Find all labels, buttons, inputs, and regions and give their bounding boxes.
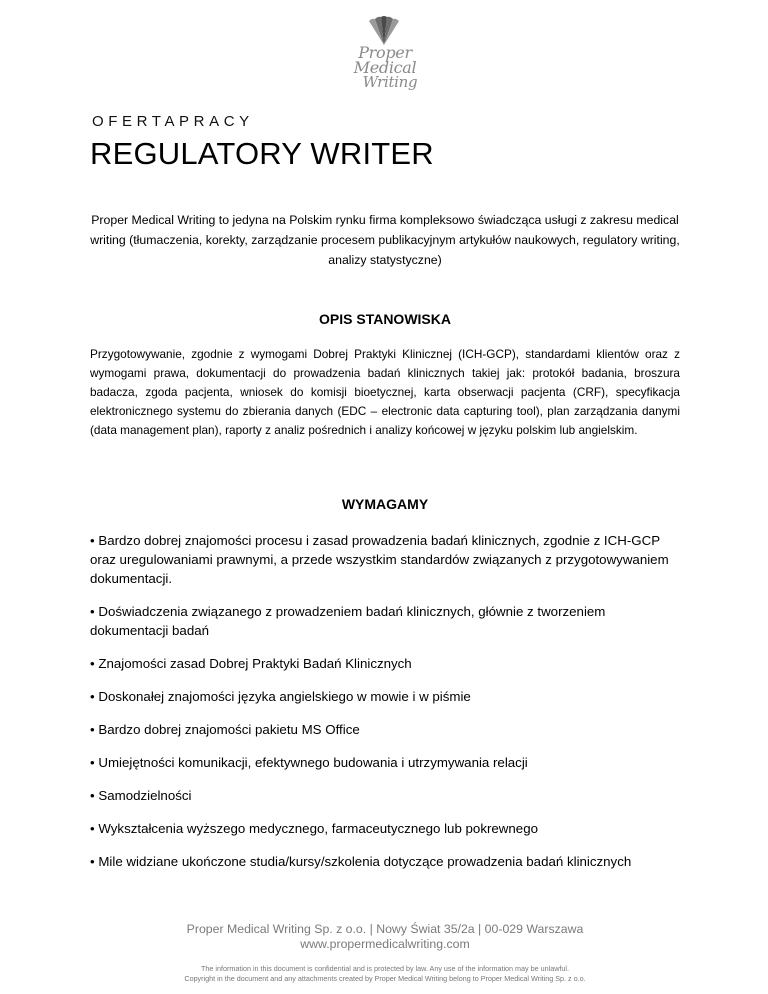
requirement-item: • Bardzo dobrej znajomości pakietu MS Office (90, 722, 360, 737)
company-logo (326, 12, 444, 91)
requirement-item: • Bardzo dobrej znajomości procesu i zasad prowadzenia badań klinicznych, zgodnie z ICH-GCP oraz uregulowaniami prawnymi, a przede wszystkim standardów związanych z przygotowywaniem dokumentacji. (90, 533, 669, 586)
footer-legal-note (90, 964, 680, 984)
footer-address: Proper Medical Writing Sp. z o.o. | Nowy Świat 35/2a | 00-029 Warszawa (186, 922, 584, 936)
footer-website: www.propermedicalwriting.com (300, 937, 470, 951)
requirement-item: • Doskonałej znajomości języka angielskiego w mowie i w piśmie (90, 689, 471, 704)
section-title-opis: OPIS STANOWISKA (319, 311, 451, 327)
footer-note-line-2: Copyright in the document and any attachments created by Proper Medical Writing belong to Proper Medical Writing Sp. z o.o. (184, 974, 586, 983)
job-description: Przygotowywanie, zgodnie z wymogami Dobrej Praktyki Klinicznej (ICH-GCP), standardami klientów oraz z wymogami prawa, dokumentacji do prowadzenia badań klinicznych takiej jak: protokół badania, broszura badacza, zgoda pacjenta, wniosek do komisji bioetycznej, karta obserwacji pacjenta (CRF), specyfikacja elektronicznego systemu do zbierania danych (EDC – electronic data capturing tool), plan zarządzania danymi (data management plan), raporty z analiz pośrednich i analizy końcowej w języku polskim lub angielskim. (90, 347, 680, 437)
logo-line-2: Writing (362, 73, 418, 91)
requirement-item: • Wykształcenia wyższego medycznego, farmaceutycznego lub pokrewnego (90, 821, 538, 836)
requirement-item: • Samodzielności (90, 788, 192, 803)
section-title-wymagamy: WYMAGAMY (341, 496, 429, 512)
requirement-item: • Znajomości zasad Dobrej Praktyki Badań Klinicznych (90, 656, 412, 671)
logo-wordmark (326, 45, 444, 90)
intro-paragraph: Proper Medical Writing to jedyna na Polskim rynku firma kompleksowo świadcząca usługi z zakresu medical writing (tłumaczenia, korekty, zarządzanie procesem publikacyjnym artykułów naukowych, regulatory writing, analizy statystyczne) (90, 213, 680, 267)
fan-emblem-icon (366, 16, 402, 46)
footer-note-line-1: The information in this document is confidential and is protected by law. Any use of the information may be unlawful. (201, 964, 569, 973)
job-offer-kicker: OFERTAPRACY (92, 113, 254, 130)
footer-address-block (90, 922, 680, 952)
requirement-item: • Umiejętności komunikacji, efektywnego budowania i utrzymywania relacji (90, 755, 528, 770)
requirement-item: • Mile widziane ukończone studia/kursy/szkolenia dotyczące prowadzenia badań klinicznych (90, 854, 632, 869)
logo-line-1: Proper Medical (353, 43, 417, 77)
page-title: REGULATORY WRITER (90, 136, 434, 171)
requirements-list (90, 531, 680, 885)
requirement-item: • Doświadczenia związanego z prowadzeniem badań klinicznych, głównie z tworzeniem dokumentacji badań (90, 604, 606, 638)
